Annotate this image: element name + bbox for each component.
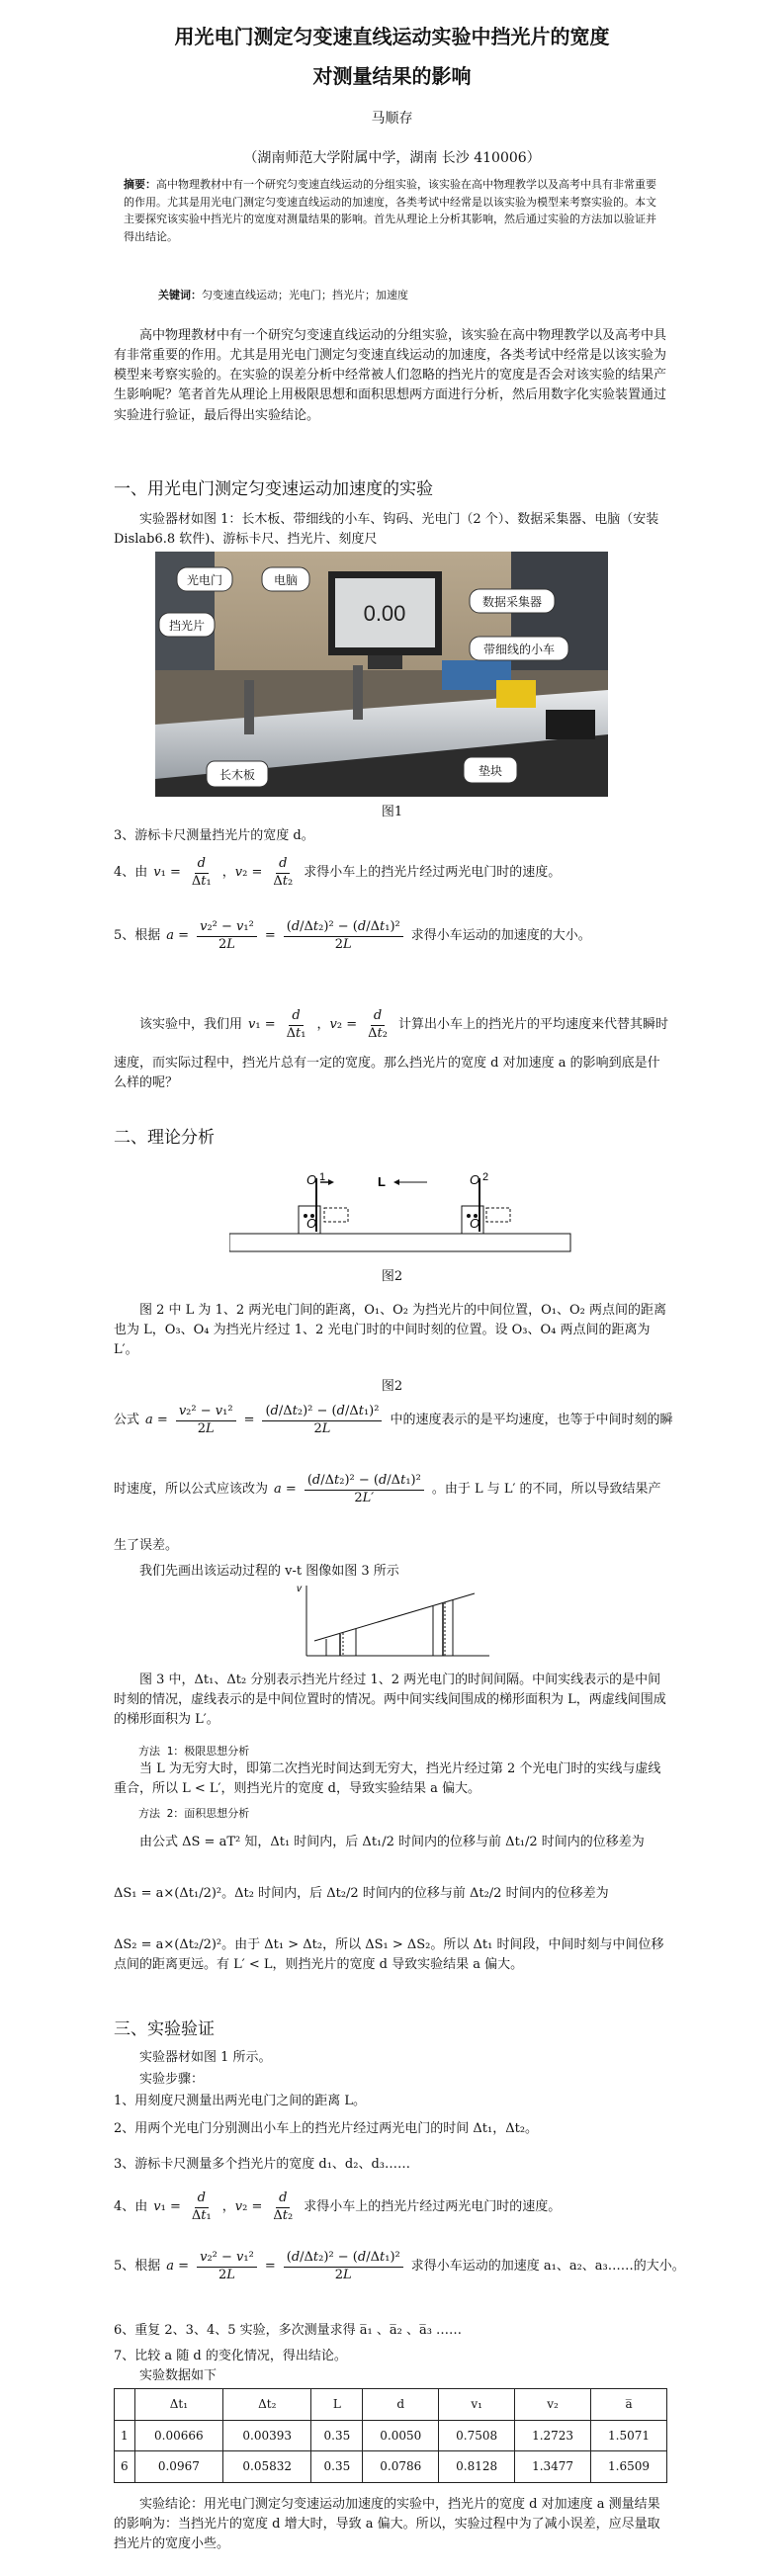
figure2-diagram — [229, 1166, 575, 1255]
method1-text: 当 L 为无穷大时，即第二次挡光时间达到无穷大，挡光片经过第 2 个光电门时的实线与虚线重合，所以 L < L′，则挡光片的宽度 d，导致实验结果 a 偏大。 — [114, 1761, 661, 1797]
table-row — [115, 2451, 667, 2483]
step5-suffix: 求得小车运动的加速度的大小。 — [410, 928, 591, 944]
keywords — [158, 287, 653, 304]
table-header-cell — [115, 2389, 135, 2421]
paper-title-line2: 对测量结果的影响 — [312, 64, 472, 88]
s3-step6: 6、重复 2、3、4、5 实验，多次测量求得 a̅₁ 、a̅₂ 、a̅₃ …… — [114, 2323, 463, 2338]
section1-title: 一、用光电门测定匀变速运动加速度的实验 — [114, 479, 433, 499]
keywords-text: 匀变速直线运动；光电门；挡光片；加速度 — [202, 289, 408, 301]
table-cell: 1 — [115, 2420, 135, 2451]
photo-label-shade — [159, 613, 215, 637]
arrow-1 — [328, 1179, 334, 1185]
lab-setup-photo — [155, 552, 608, 797]
step4-suffix: 求得小车上的挡光片经过两光电门时的速度。 — [304, 865, 562, 881]
table-header-cell: Δt₁ — [134, 2389, 222, 2421]
s3-step4-prefix: 4、由 — [114, 2199, 148, 2215]
fig2-caption: 图2 — [381, 1269, 403, 1284]
photo-label-board — [207, 761, 268, 787]
v-axis-label: v — [297, 1584, 302, 1594]
photo-label-cart — [470, 637, 568, 660]
photo-label-computer — [262, 567, 309, 591]
s3-step3: 3、游标卡尺测量多个挡光片的宽度 d₁、d₂、d₃…… — [114, 2157, 411, 2172]
table-header-cell: Δt₂ — [223, 2389, 311, 2421]
step4-prefix: 4、由 — [114, 865, 148, 881]
label-o2-bottom: O — [470, 1216, 480, 1231]
analysis-prefix: 该实验中，我们用 — [139, 1017, 243, 1033]
abstract-label: 摘要： — [124, 178, 156, 191]
analysis-middle: 计算出小车上的挡光片的平均速度来代替其瞬时 — [397, 1017, 668, 1033]
step3: 3、游标卡尺测量挡光片的宽度 d。 — [114, 828, 314, 843]
s3-steps-label: 实验步骤： — [139, 2072, 205, 2087]
table-cell: 0.7508 — [439, 2420, 515, 2451]
table-header-cell: v₂ — [515, 2389, 591, 2421]
author: 马顺存 — [371, 111, 413, 127]
svg-text:挡光片: 挡光片 — [168, 619, 206, 633]
support-block — [546, 710, 595, 739]
cart — [496, 680, 536, 708]
conclusion-paragraph: 实验结论：用光电门测定匀变速运动加速度的实验中，挡光片的宽度 d 对加速度 a 测量结果的影响为：当挡光片的宽度 d 增大时，导致 a 偏大。所以，实验过程中为了减小误差，应尽量取挡光片的宽度小些。 — [114, 2497, 660, 2552]
analysis-paragraph: 速度，而实际过程中，挡光片总有一定的宽度。那么挡光片的宽度 d 对加速度 a 的影响到底是什么样的呢？ — [114, 1056, 660, 1091]
svg-text:带细线的小车: 带细线的小车 — [482, 643, 556, 656]
svg-text:光电门: 光电门 — [186, 573, 223, 587]
table-cell: 1.2723 — [515, 2420, 591, 2451]
fig1-caption: 图1 — [381, 805, 403, 819]
label-o1-top: O — [306, 1172, 317, 1187]
formula2-suffix: 。由于 L 与 L′ 的不同，所以导致结果产 — [431, 1482, 661, 1498]
formula2-tail: 生了误差。 — [114, 1538, 179, 1553]
formula2-prefix: 时速度，所以公式应该改为 — [114, 1482, 269, 1498]
table-cell: 0.00666 — [134, 2420, 222, 2451]
method2-text1: 由公式 ΔS = aT² 知，Δt₁ 时间内，后 Δt₁/2 时间内的位移与前 Δt₁/2 时间内的位移差为 — [139, 1835, 645, 1849]
table-header-cell: d — [363, 2389, 439, 2421]
s3-step7: 7、比较 a 随 d 的变化情况，得出结论。 — [114, 2349, 347, 2363]
s3-step5-line: 5、根据 a = $\frac{\text{v₂² − v₁²}}{2L}$ = $\frac{\text{(d/Δt₂)² − (d/Δt₁)²}}{2L}$ 求得小车运动的加速度 a₁、a₂、a₃……的大小。 — [114, 2250, 685, 2282]
intro-paragraph: 高中物理教材中有一个研究匀变速直线运动的分组实验，该实验在高中物理教学以及高考中具有非常重要的作用。尤其是用光电门测定匀变速直线运动的加速度，各类考试中经常是以该实验为模型来考察实验的。在实验的误差分析中经常被人们忽略的挡光片的宽度是否会对该实验的结果产生影响呢？笔者首先从理论上用极限思想和面积思想两方面进行分析，然后用数字化实验装置通过实验进行验证，最后得出实验结论。 — [114, 328, 667, 423]
table-cell: 1.6509 — [591, 2451, 667, 2483]
table-header-cell: a̅ — [591, 2389, 667, 2421]
equipment-paragraph: 实验器材如图 1：长木板、带细线的小车、钩码、光电门（2 个）、数据采集器、电脑（安装 Dislab6.8 软件)、游标卡尺、挡光片、刻度尺 — [114, 512, 659, 548]
s3-equipment: 实验器材如图 1 所示。 — [139, 2050, 272, 2065]
s3-step4-line: 4、由 v₁ = $\frac{d}{\text{Δt₁}}$ ，v₂ = $\frac{d}{\text{Δt₂}}$ 求得小车上的挡光片经过两光电门时的速度。 — [114, 2190, 562, 2223]
analysis-line: 该实验中，我们用 v₁ = $\frac{d}{\text{Δt₁}}$ ，v₂ = $\frac{d}{\text{Δt₂}}$ 计算出小车上的挡光片的平均速度来代替其瞬时 — [139, 1008, 668, 1041]
svg-text:电脑: 电脑 — [273, 573, 299, 587]
photo-label-collector — [470, 589, 555, 613]
vt-intro: 我们先画出该运动过程的 v-t 图像如图 3 所示 — [139, 1564, 399, 1579]
data-table — [114, 2388, 667, 2483]
svg-text:垫块: 垫块 — [478, 764, 503, 778]
table-caption: 实验数据如下 — [139, 2368, 218, 2383]
fig2-caption-repeat: 图2 — [381, 1379, 403, 1394]
s3-step2: 2、用两个光电门分别测出小车上的挡光片经过两光电门的时间 Δt₁，Δt₂。 — [114, 2121, 539, 2136]
gate-number-2: 2 — [482, 1171, 489, 1183]
table-row — [115, 2420, 667, 2451]
monitor-display-value: 0.00 — [363, 601, 406, 626]
affiliation: （湖南师范大学附属中学，湖南 长沙 410006） — [243, 150, 541, 166]
abstract — [124, 176, 657, 245]
section3-title: 三、实验验证 — [114, 2019, 215, 2039]
table-cell: 0.35 — [311, 2420, 363, 2451]
table-cell: 0.8128 — [439, 2451, 515, 2483]
method2-text2: ΔS₁ = a×(Δt₁/2)²。Δt₂ 时间内，后 Δt₂/2 时间内的位移与前 Δt₂/2 时间内的位移差为 — [114, 1886, 609, 1901]
velocity-line — [314, 1593, 475, 1641]
s3-step5-suffix: 求得小车运动的加速度 a₁、a₂、a₃……的大小。 — [410, 2259, 685, 2275]
formula-line: 公式 a = $\frac{\text{v₂² − v₁²}}{2L}$ = $\frac{\text{(d/Δt₂)² − (d/Δt₁)²}}{2L}$ 中的速度表示的是平均速度，也等于中间时刻的瞬 — [114, 1404, 673, 1436]
method2-label: 方法 2：面积思想分析 — [138, 1807, 250, 1820]
vt-graph — [297, 1582, 494, 1661]
table-cell: 0.0050 — [363, 2420, 439, 2451]
formula2-line: 时速度，所以公式应该改为 a = $\frac{\text{(d/Δt₂)² − (d/Δt₁)²}}{2L'}$ 。由于 L 与 L′ 的不同，所以导致结果产 — [114, 1473, 661, 1505]
table-header-row — [115, 2389, 667, 2421]
formula-prefix: 公式 — [114, 1413, 140, 1428]
photo-label-gate — [177, 567, 232, 591]
table-cell: 1.3477 — [515, 2451, 591, 2483]
method1-label: 方法 1：极限思想分析 — [138, 1745, 250, 1758]
table-header-cell: v₁ — [439, 2389, 515, 2421]
s3-step5-prefix: 5、根据 — [114, 2259, 161, 2275]
gate-number-1: 1 — [319, 1171, 326, 1183]
fig2-description: 图 2 中 L 为 1、2 两光电门间的距离，O₁、O₂ 为挡光片的中间位置，O₁、O₂ 两点间的距离也为 L，O₃、O₄ 为挡光片经过 1、2 光电门时的中间时刻的位置。设 O₃、O₄ 两点间的距离为 L′。 — [114, 1303, 666, 1358]
table-cell: 0.05832 — [223, 2451, 311, 2483]
table-cell: 0.00393 — [223, 2420, 311, 2451]
keywords-label: 关键词： — [158, 289, 202, 301]
table-cell: 0.35 — [311, 2451, 363, 2483]
abstract-text: 高中物理教材中有一个研究匀变速直线运动的分组实验，该实验在高中物理教学以及高考中具有非常重要的作用。尤其是用光电门测定匀变速直线运动的加速度，各类考试中经常是以该实验为模型来考察实验的。本文主要探究该实验中挡光片的宽度对测量结果的影响。首先从理论上分析其影响，然后通过实验的方法加以验证并得出结论。 — [124, 178, 656, 243]
formula-suffix: 中的速度表示的是平均速度，也等于中间时刻的瞬 — [390, 1413, 673, 1428]
table-cell: 6 — [115, 2451, 135, 2483]
label-o1-bottom: O — [306, 1216, 317, 1231]
distance-label: L — [378, 1174, 386, 1189]
section2-title: 二、理论分析 — [114, 1128, 215, 1148]
paper-title-line1: 用光电门测定匀变速直线运动实验中挡光片的宽度 — [174, 25, 610, 48]
method2-text3: ΔS₂ = a×(Δt₂/2)²。由于 Δt₁ > Δt₂，所以 ΔS₁ > ΔS₂。所以 Δt₁ 时间段，中间时刻与中间位移点间的距离更远。有 L′ < L，则挡光片的宽度 d 导致实验结果 a 偏大。 — [114, 1937, 664, 1973]
table-header-cell: L — [311, 2389, 363, 2421]
track — [229, 1234, 570, 1251]
s3-step1: 1、用刻度尺测量出两光电门之间的距离 L。 — [114, 2094, 367, 2108]
step4-line: 4、由 v₁ = $\frac{d}{\text{Δt₁}}$ ，v₂ = $\frac{d}{\text{Δt₂}}$ 求得小车上的挡光片经过两光电门时的速度。 — [114, 856, 562, 889]
step5-line: 5、根据 a = $\frac{\text{v₂² − v₁²}}{2L}$ = $\frac{\text{(d/Δt₂)² − (d/Δt₁)²}}{2L}$ 求得小车运动的加速度的大小。 — [114, 919, 591, 952]
label-o2-top: O — [470, 1172, 480, 1187]
s3-step4-suffix: 求得小车上的挡光片经过两光电门时的速度。 — [304, 2199, 562, 2215]
fig3-description: 图 3 中，Δt₁、Δt₂ 分别表示挡光片经过 1、2 两光电门的时间间隔。中间实线表示的是中间时刻的情况，虚线表示的是中间位置时的情况。两中间实线间围成的梯形面积为 L，两虚线间围成的梯形面积为 L′。 — [114, 1673, 666, 1728]
svg-text:数据采集器: 数据采集器 — [481, 595, 543, 609]
table-cell: 0.0786 — [363, 2451, 439, 2483]
photo-label-block — [464, 757, 517, 783]
table-cell: 0.0967 — [134, 2451, 222, 2483]
table-cell: 1.5071 — [591, 2420, 667, 2451]
svg-text:长木板: 长木板 — [218, 768, 256, 782]
step5-prefix: 5、根据 — [114, 928, 161, 944]
